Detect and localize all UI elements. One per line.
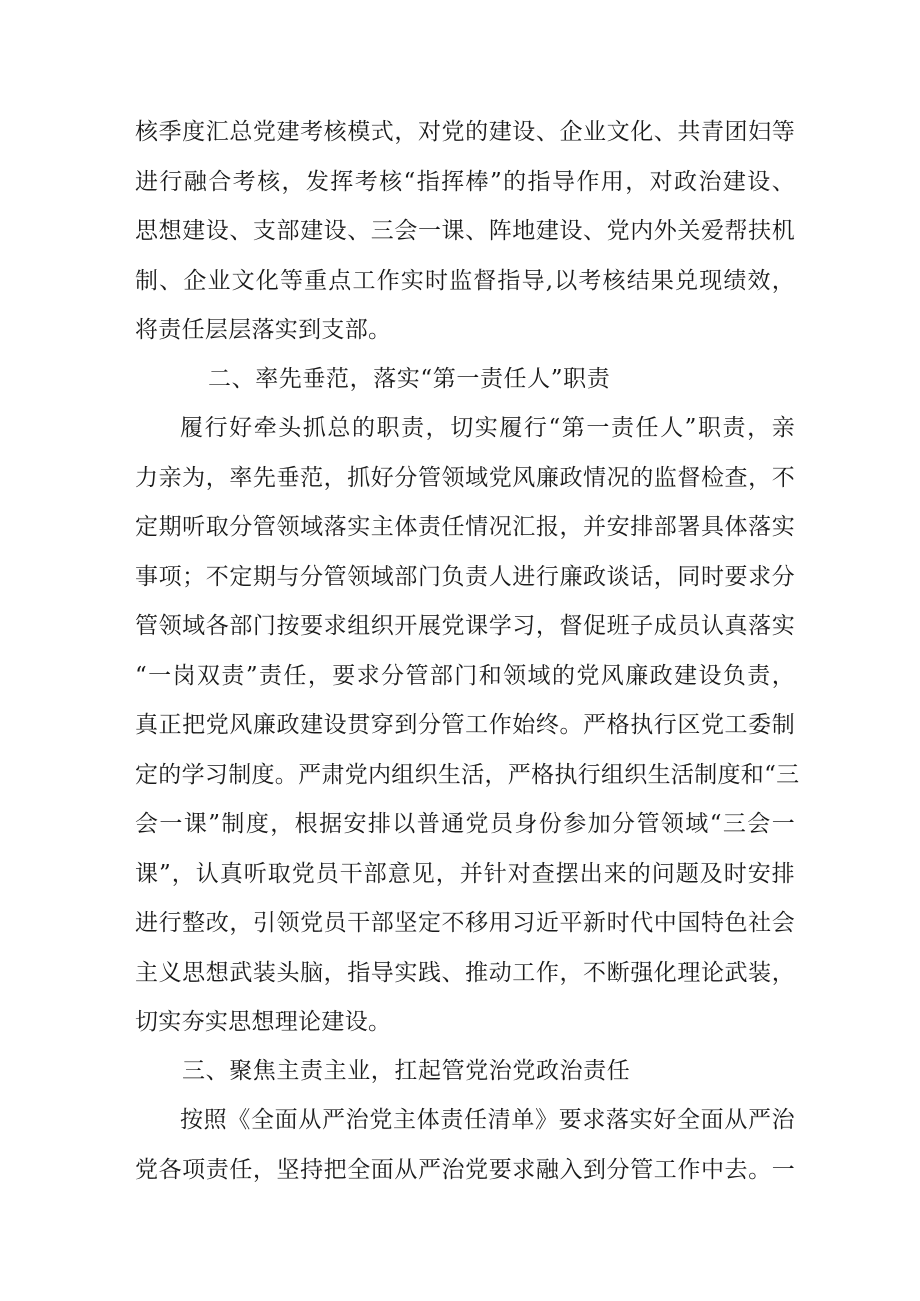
section-heading-3: 三、聚焦主责主业，扛起管党治党政治责任 <box>182 1058 631 1084</box>
paragraph-2-line-1: 履行好牵头抓总的职责，切实履行“第一责任人”职责，亲 <box>180 415 795 441</box>
paragraph-1-line-4: 制、企业文化等重点工作实时监督指导,以考核结果兑现绩效， <box>135 268 795 294</box>
paragraph-2-line-13: 切实夯实思想理论建设。 <box>135 1009 392 1035</box>
paragraph-3-line-2: 党各项责任，坚持把全面从严治党要求融入到分管工作中去。一 <box>135 1157 795 1183</box>
paragraph-2-line-5: 管领域各部门按要求组织开展党课学习，督促班子成员认真落实 <box>135 613 795 639</box>
paragraph-2-line-6: “一岗双责”责任，要求分管部门和领域的党风廉政建设负责， <box>135 663 795 689</box>
paragraph-2-line-7: 真正把党风廉政建设贯穿到分管工作始终。严格执行区党工委制 <box>135 712 795 738</box>
paragraph-1-line-2: 进行融合考核，发挥考核“指挥棒”的指导作用，对政治建设、 <box>135 169 795 195</box>
paragraph-2-line-2: 力亲为，率先垂范，抓好分管领域党风廉政情况的监督检查，不 <box>135 465 795 491</box>
paragraph-1-line-1: 核季度汇总党建考核模式，对党的建设、企业文化、共青团妇等 <box>135 119 795 145</box>
paragraph-2-line-9: 会一课”制度，根据安排以普通党员身份参加分管领域“三会一 <box>135 811 795 837</box>
paragraph-2-line-10: 课”，认真听取党员干部意见，并针对查摆出来的问题及时安排 <box>135 861 795 887</box>
paragraph-3-line-1: 按照《全面从严治党主体责任清单》要求落实好全面从严治 <box>180 1107 795 1133</box>
paragraph-2-line-8: 定的学习制度。严肃党内组织生活，严格执行组织生活制度和“三 <box>135 762 800 788</box>
paragraph-2-line-12: 主义思想武装头脑，指导实践、推动工作，不断强化理论武装， <box>135 960 795 986</box>
paragraph-1-line-5: 将责任层层落实到支部。 <box>135 317 392 343</box>
section-heading-2: 二、率先垂范，落实“第一责任人”职责 <box>208 366 611 392</box>
paragraph-1-line-3: 思想建设、支部建设、三会一课、阵地建设、党内外关爱帮扶机 <box>135 218 795 244</box>
paragraph-2-line-11: 进行整改，引领党员干部坚定不移用习近平新时代中国特色社会 <box>135 910 795 936</box>
paragraph-2-line-4: 事项；不定期与分管领域部门负责人进行廉政谈话，同时要求分 <box>135 564 795 590</box>
paragraph-2-line-3: 定期听取分管领域落实主体责任情况汇报，并安排部署具体落实 <box>135 514 795 540</box>
